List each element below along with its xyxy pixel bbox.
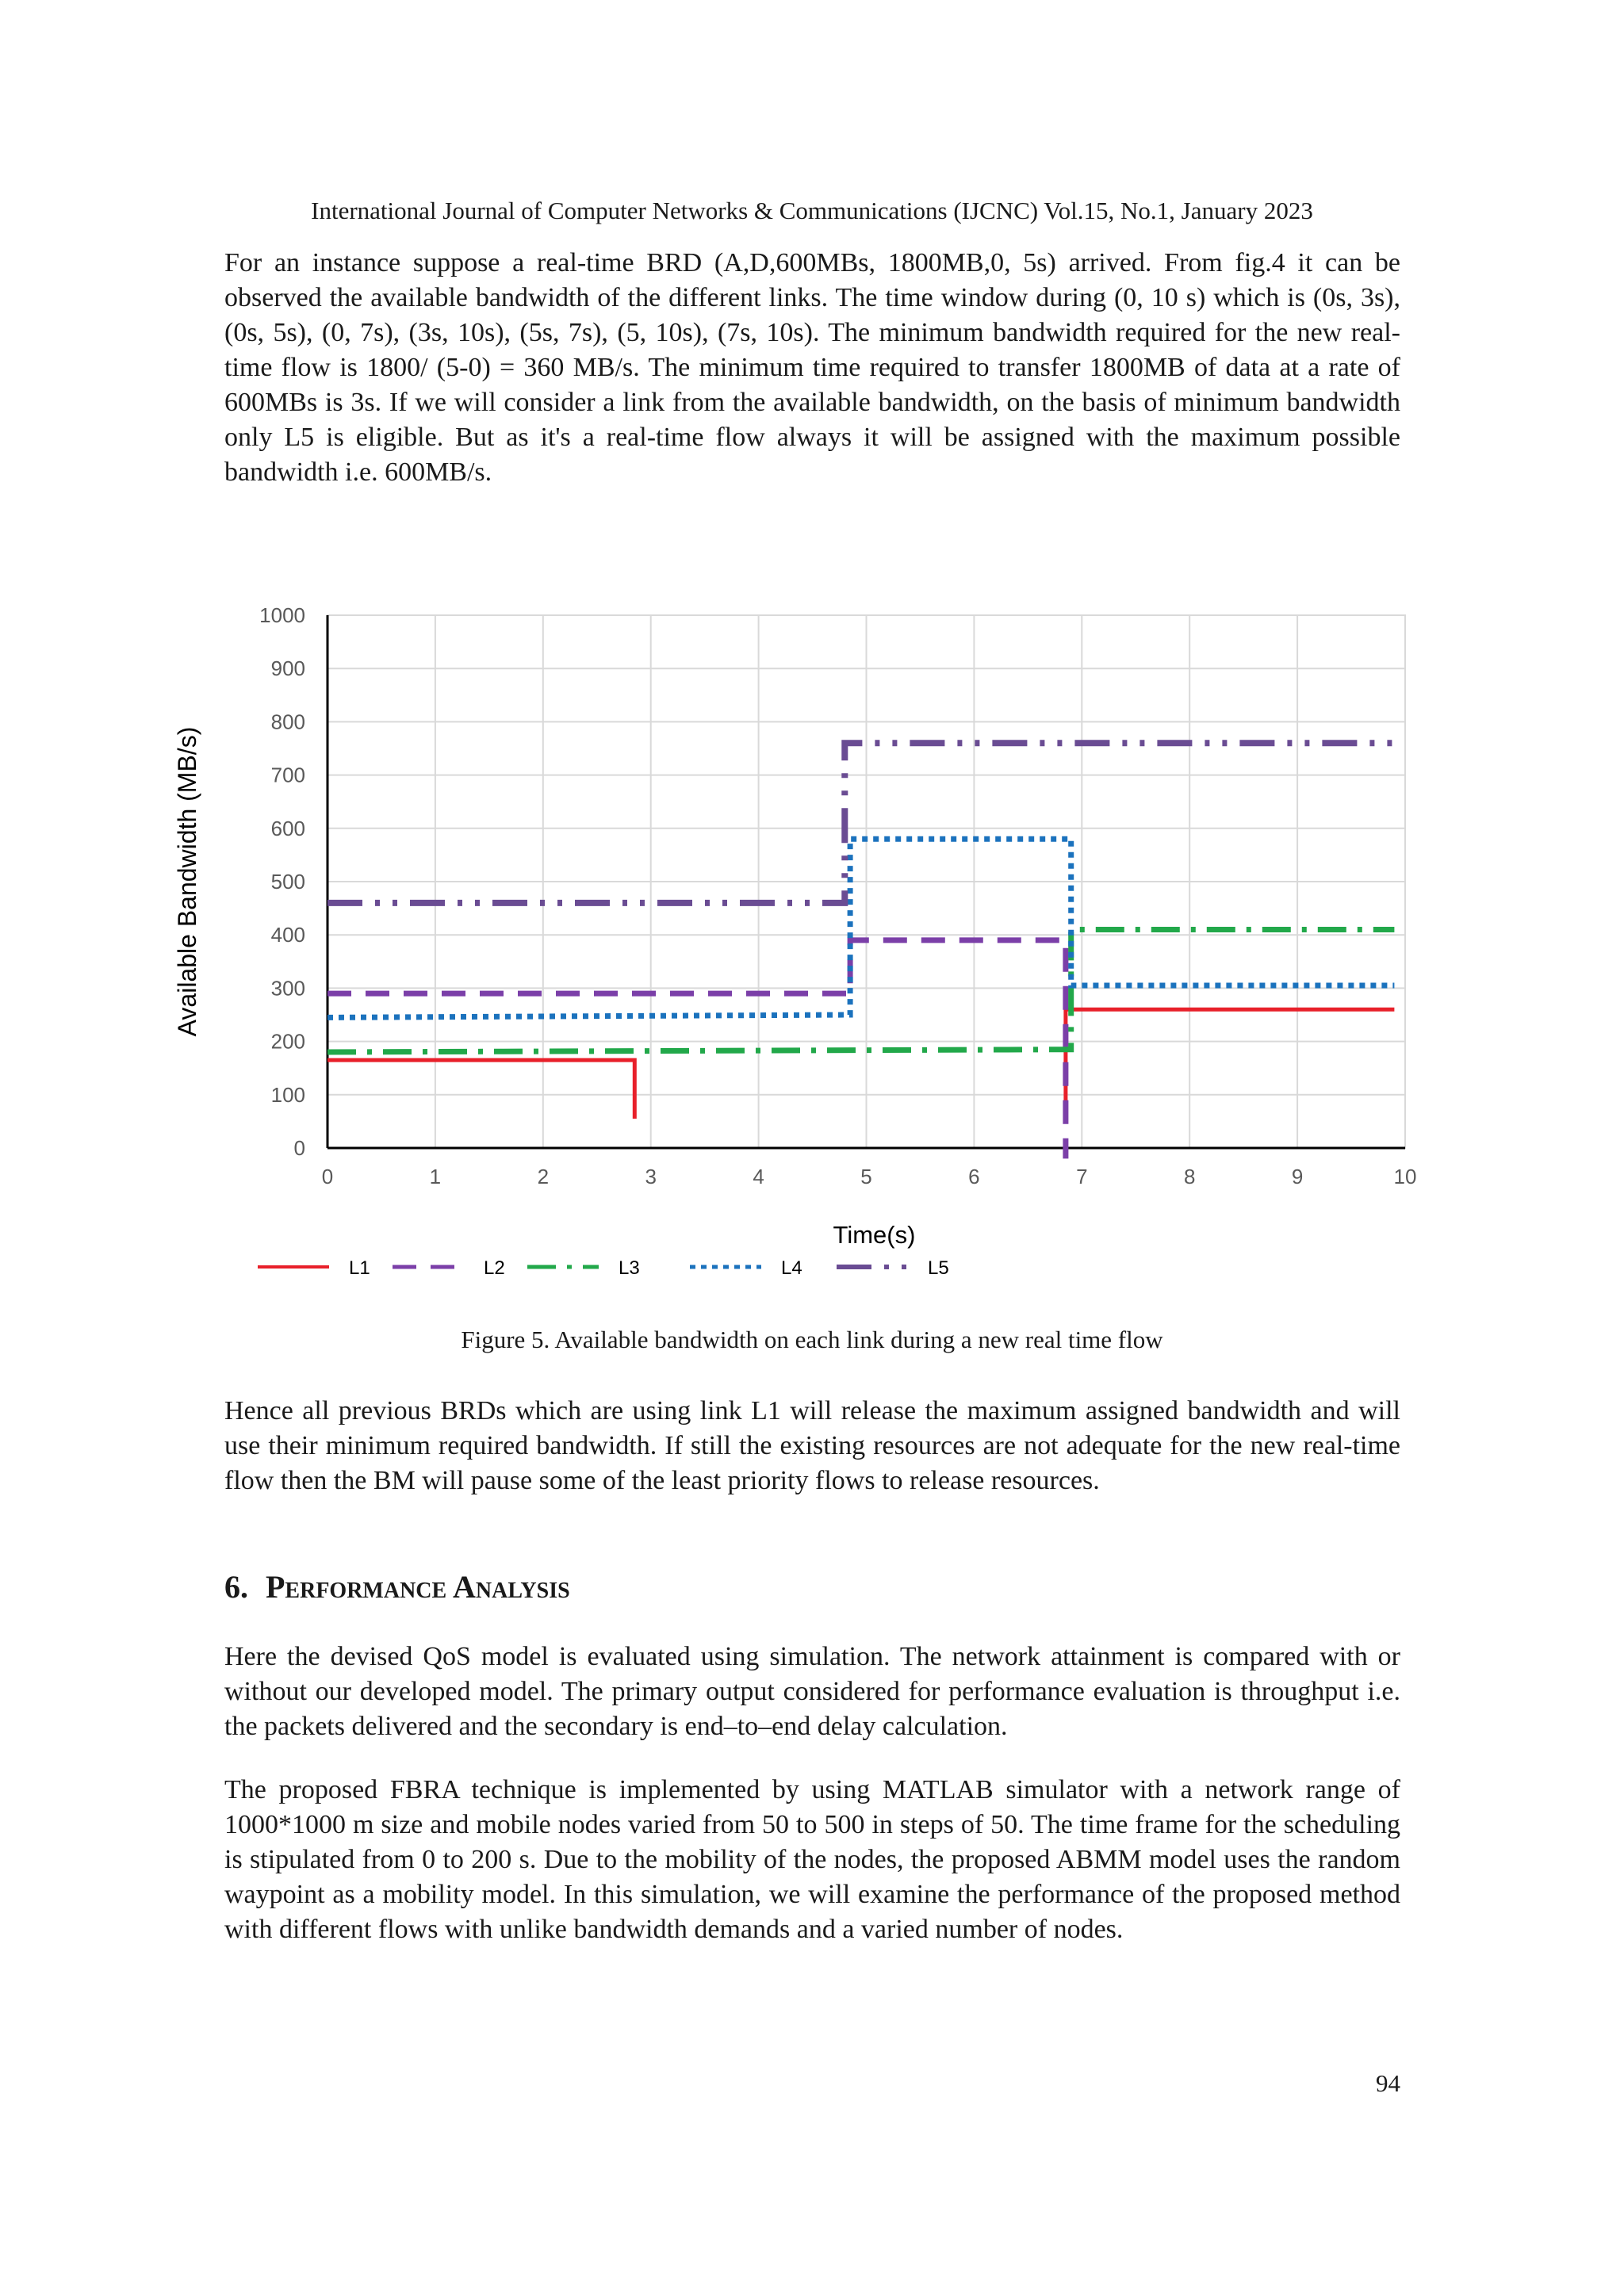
y-tick-label: 0 [293,1136,305,1160]
legend-label-l2: L2 [484,1257,505,1279]
y-tick-label: 1000 [259,603,305,627]
y-axis-title: Available Bandwidth (MB/s) [173,726,201,1037]
legend-label-l3: L3 [619,1257,640,1279]
y-tick-label: 100 [270,1082,305,1107]
paragraph-simulation: The proposed FBRA technique is implemented by using MATLAB simulator with a network range of 1000*1000 m size and mobile nodes varied from 50 to 500 in steps of 50. The time frame for the scheduling is stipulated from 0 to 200 s. Due to the mobility of the nodes, the proposed ABMM model uses the random waypoint as a mobility model. In this simulation, we will examine the performance of the proposed method with different flows with unlike bandwidth demands and a varied number of nodes. [224,1775,1400,1944]
x-tick-label: 2 [537,1165,550,1188]
section-title: Performance Analysis [266,1569,570,1605]
y-tick-label: 600 [270,816,305,840]
x-tick-label: 7 [1076,1165,1088,1188]
section-heading [224,1568,570,1605]
x-tick-label: 3 [645,1165,657,1188]
page-number: 94 [1376,2069,1400,2097]
x-tick-label: 6 [968,1165,980,1188]
y-tick-label: 400 [270,923,305,947]
y-tick-label: 900 [270,656,305,681]
y-tick-label: 500 [270,870,305,894]
legend-label-l4: L4 [781,1257,802,1279]
legend-label-l5: L5 [928,1257,949,1279]
x-tick-label: 1 [429,1165,442,1188]
journal-header: International Journal of Computer Networks & Communications (IJCNC) Vol.15, No.1, January 2023 [311,197,1313,224]
paragraph-evaluation: Here the devised QoS model is evaluated using simulation. The network attainment is compared with or without our developed model. The primary output considered for performance evaluation is throughput i.e. the packets delivered and the secondary is end–to–end delay calculation. [224,1642,1400,1741]
x-tick-label: 0 [321,1165,334,1188]
section-number: 6. [224,1569,248,1605]
y-tick-label: 300 [270,976,305,1001]
x-tick-label: 8 [1183,1165,1196,1188]
x-tick-label: 4 [753,1165,764,1188]
x-tick-label: 10 [1393,1165,1417,1188]
paragraph-intro: For an instance suppose a real-time BRD (A,D,600MBs, 1800MB,0, 5s) arrived. From fig.4 it can be observed the available bandwidth of the different links. The time window during (0, 10 s) which is (0s, 3s), (0s, 5s), (0, 7s), (3s, 10s), (5s, 7s), (5, 10s), (7s, 10s). The minimum bandwidth required for the new real-time flow is 1800/ (5-0) = 360 MB/s. The minimum time required to transfer 1800MB of data at a rate of 600MBs is 3s. If we will consider a link from the available bandwidth, on the basis of minimum bandwidth only L5 is eligible. But as it's a real-time flow always it will be assigned with the maximum possible bandwidth i.e. 600MB/s. [224,248,1400,487]
figure-caption: Figure 5. Available bandwidth on each link during a new real time flow [461,1326,1163,1353]
x-tick-label: 5 [860,1165,872,1188]
y-tick-label: 800 [270,710,305,734]
y-tick-label: 200 [270,1029,305,1054]
paragraph-release: Hence all previous BRDs which are using link L1 will release the maximum assigned bandwidth and will use their minimum required bandwidth. If still the existing resources are not adequate for the new real-time flow then the BM will pause some of the least priority flows to release resources. [224,1396,1400,1495]
y-tick-label: 700 [270,763,305,787]
x-tick-label: 9 [1291,1165,1304,1188]
x-axis-title: Time(s) [833,1221,916,1249]
legend-label-l1: L1 [349,1257,370,1279]
